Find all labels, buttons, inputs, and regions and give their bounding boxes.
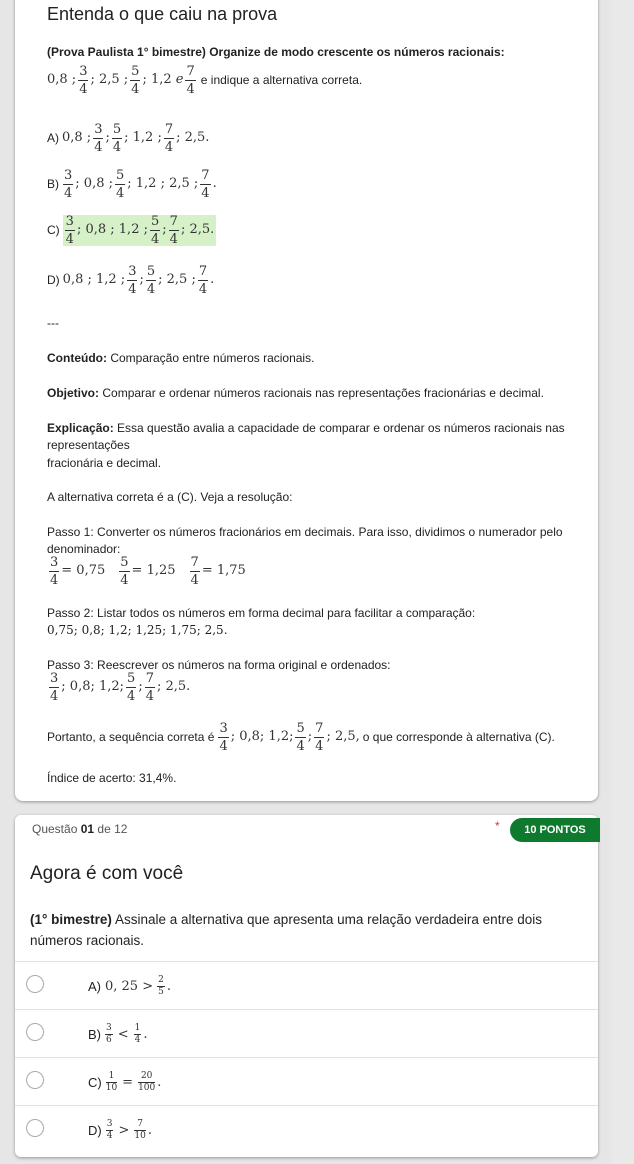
question-heading: Agora é com você (30, 863, 184, 884)
question-label: Questão (32, 822, 78, 836)
passo3-text: Passo 3: Reescrever os números na forma original e ordenados: (47, 658, 391, 672)
passo1-line1: Passo 1: Converter os números fracionários em decimais. Para isso, dividimos o numerador pelo (47, 525, 563, 539)
option-letter: B) (88, 1027, 101, 1042)
resposta: A alternativa correta é a (C). Veja a resolução: (47, 490, 293, 504)
alternative-c (47, 214, 216, 246)
alt-letter: D) (47, 273, 60, 287)
explicacao (47, 421, 565, 435)
passo1-line2: denominador: (47, 542, 121, 556)
option-letter: A) (88, 979, 101, 994)
question-number: 01 (80, 822, 95, 836)
explicacao-line2: representações (47, 438, 130, 452)
option-label: B) 3 6 < 1 4 . (88, 1023, 148, 1045)
passo1-conversions: $\frac{3}{4}$ = 0,75 $\frac{5}{4}$ = 1,25 $\frac{7}{4}$ = 1,75 (50, 554, 246, 588)
option-b[interactable] (15, 1009, 598, 1058)
alternative-d: D) 0,8 ; 1,2 ; $\frac{3}{4}$ ; $\frac{5}{4}$ ; 2,5 ; $\frac{7}{4}$ . (47, 263, 215, 297)
radio-button[interactable] (26, 1023, 44, 1041)
scrollbar[interactable] (612, 0, 634, 1164)
question-counter (32, 822, 127, 836)
alternative-a: A) 0,8 ; $\frac{3}{4}$ ; $\frac{5}{4}$ ; 1,2 ; $\frac{7}{4}$ ; 2,5. (47, 121, 210, 155)
explanation-card (15, 0, 598, 801)
option-label: C) $\frac{1}{10}$ = $\frac{20}{100}$ . (88, 1071, 162, 1093)
conclusao: Portanto, a sequência correta é $\frac{3}{4}$ ; 0,8; 1,2; $\frac{5}{4}$ ; $\frac{7}{4}$ ; 2,5, o que corresponde à alternativa (C). (47, 720, 555, 754)
separator: --- (47, 316, 59, 330)
objetivo (47, 386, 544, 400)
passo2-text: Passo 2: Listar todos os números em forma decimal para facilitar a comparação: (47, 606, 476, 620)
conclusao-suffix: o que corresponde à alternativa (C). (362, 730, 555, 744)
option-letter: D) (88, 1123, 102, 1138)
option-letter: C) (88, 1075, 102, 1090)
radio-button[interactable] (26, 975, 44, 993)
question-card (15, 815, 598, 1157)
question-total: de 12 (97, 822, 128, 836)
option-c[interactable] (15, 1057, 598, 1106)
option-a[interactable] (15, 961, 598, 1010)
explicacao-label: Explicação: (47, 421, 114, 435)
conteudo (47, 351, 314, 365)
question-statement (30, 909, 570, 951)
question-intro (47, 45, 505, 59)
radio-button[interactable] (26, 1119, 44, 1137)
objetivo-label: Objetivo: (47, 386, 100, 400)
indice-acerto: Índice de acerto: 31,4%. (47, 771, 177, 785)
conclusao-prefix: Portanto, a sequência correta é (47, 730, 215, 744)
alt-letter: B) (47, 177, 59, 191)
points-badge: 10 PONTOS (510, 818, 600, 842)
required-mark: * (495, 819, 500, 833)
intro-numbers: 0,8 ; $\frac{3}{4}$ ; 2,5 ; $\frac{5}{4}$ ; 1,2 e $\frac{7}{4}$ e indique a alternativa correta. (47, 63, 363, 97)
alt-letter: C) (47, 223, 60, 237)
radio-button[interactable] (26, 1071, 44, 1089)
conteudo-text: Comparação entre números racionais. (110, 351, 315, 365)
intro-source: (Prova Paulista 1° bimestre) Organize de modo crescente os números racionais: (47, 45, 505, 59)
intro-suffix: e indique a alternativa correta. (200, 73, 363, 87)
statement-bold: (1° bimestre) (30, 912, 112, 927)
passo3-list: $\frac{3}{4}$ ; 0,8; 1,2; $\frac{5}{4}$ ; $\frac{7}{4}$ ; 2,5. (50, 670, 191, 704)
statement-text: Assinale a alternativa que apresenta uma relação verdadeira entre dois números racionais. (30, 912, 542, 948)
explicacao-line1: Essa questão avalia a capacidade de comparar e ordenar os números racionais nas (117, 421, 565, 435)
conteudo-label: Conteúdo: (47, 351, 107, 365)
explicacao-line3: fracionária e decimal. (47, 456, 162, 470)
option-label: A) 0, 25 > 2 5 . (88, 975, 171, 997)
passo2-list: 0,75; 0,8; 1,2; 1,25; 1,75; 2,5. (47, 623, 228, 637)
page-title: Entenda o que caiu na prova (47, 4, 278, 24)
alt-letter: A) (47, 131, 59, 145)
objetivo-text: Comparar e ordenar números racionais nas representações fracionárias e decimal. (102, 386, 544, 400)
option-label: D) 3 4 > 7 10 . (88, 1119, 152, 1141)
option-d[interactable] (15, 1105, 598, 1154)
alternative-b: B) $\frac{3}{4}$ ; 0,8 ; $\frac{5}{4}$ ; 1,2 ; 2,5 ; $\frac{7}{4}$ . (47, 167, 217, 201)
correct-highlight: $\frac{3}{4}$ ; 0,8 ; 1,2 ; $\frac{5}{4}$ ; $\frac{7}{4}$ ; 2,5. (63, 215, 217, 246)
